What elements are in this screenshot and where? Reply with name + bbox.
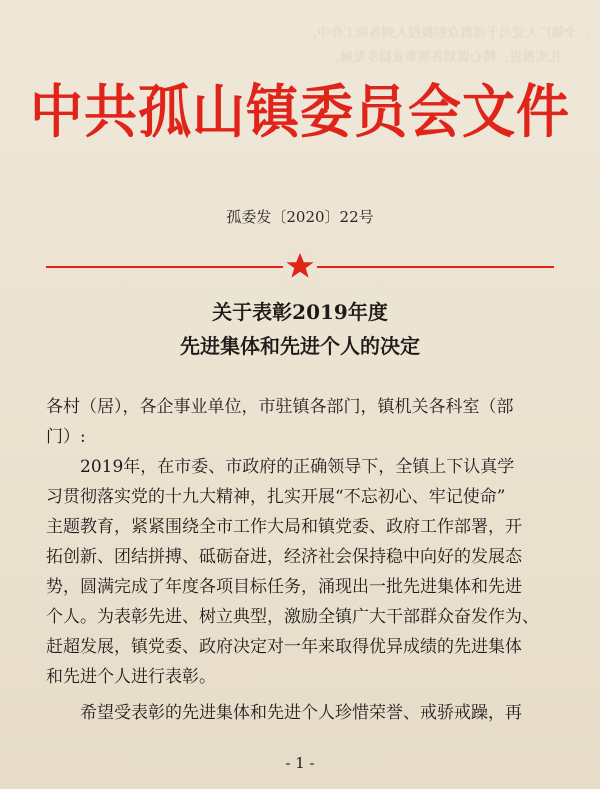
paragraph-1-line-1: 2019年，在市委、市政府的正确领导下，全镇上下认真学 — [80, 457, 515, 477]
document-title-line-2: 先进集体和先进个人的决定 — [180, 334, 420, 358]
paragraph-1-line-5: 势，圆满完成了年度各项目标任务，涌现出一批先进集体和先进 — [46, 577, 522, 597]
paragraph-1-line-7: 赶超发展，镇党委、政府决定对一年来取得优异成绩的先进集体 — [46, 637, 522, 657]
addressee-line-1: 各村（居），各企事业单位，市驻镇各部门，镇机关各科室（部 — [46, 397, 514, 417]
document-number: 孤委发〔2020〕22号 — [226, 208, 374, 226]
paragraph-1-line-3: 主题教育，紧紧围绕全市工作大局和镇党委、政府工作部署，开 — [46, 517, 522, 537]
paragraph-1-line-2: 习贯彻落实党的十九大精神，扎实开展“不忘初心、牢记使命” — [46, 487, 506, 507]
paragraph-2-line-1: 希望受表彰的先进集体和先进个人珍惜荣誉、戒骄戒躁，再 — [80, 703, 522, 723]
bleed-through-text: ，全镇广大党员干部群众积极投入到各项工作中， 扎实推进，精心谋划各项事业稳步发展。 — [303, 26, 590, 65]
paragraph-1-line-4: 拓创新、团结拼搏、砥砺奋进，经济社会保持稳中向好的发展态 — [46, 547, 522, 567]
document-title-line-1: 关于表彰2019年度 — [212, 300, 388, 324]
addressee-line-2: 门）: — [46, 427, 86, 447]
red-star-icon — [283, 250, 317, 282]
letterhead-title: 中共孤山镇委员会文件 — [30, 79, 570, 146]
page-number: - 1 - — [285, 754, 315, 772]
paragraph-1-line-6: 个人。为表彰先进、树立典型，激励全镇广大干部群众奋发作为、 — [46, 607, 539, 627]
paragraph-1-line-8: 和先进个人进行表彰。 — [46, 667, 216, 687]
